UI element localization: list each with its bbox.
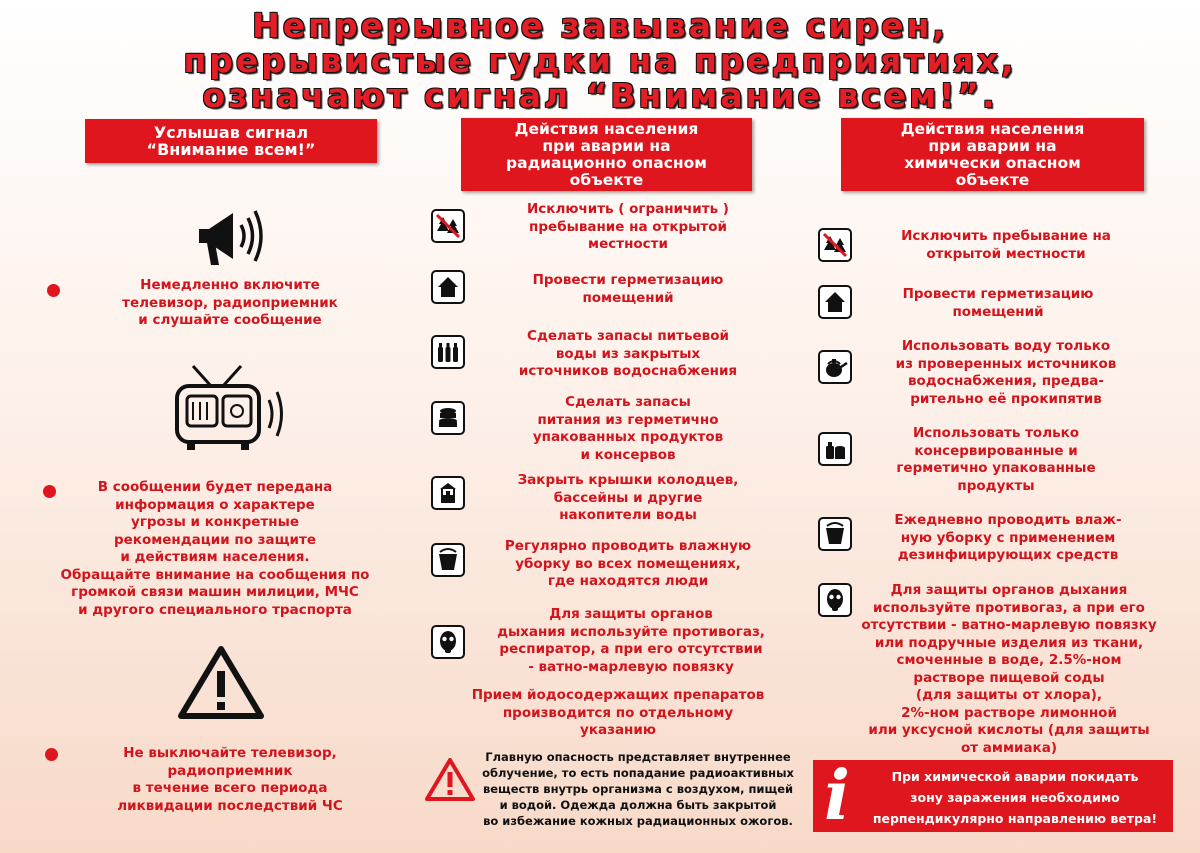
right-item-1: Исключить пребывание на открытой местности: [901, 228, 1111, 262]
house-icon: [431, 270, 465, 304]
page-title: Непрерывное завывание сирен, прерывистые гудки на предприятиях, означают сигнал “Внимание всем!”.: [183, 6, 1017, 115]
warning-icon: [424, 757, 476, 803]
middle-item-8: Прием йодосодержащих препаратов производится по отдельному указанию: [471, 687, 765, 738]
left-column-header: Услышав сигнал “Внимание всем!”: [85, 119, 377, 163]
middle-item-7: Для защиты органов дыхания используйте противогаз, респиратор, а при его отсутствии - ватно-марлевую повязку: [497, 606, 765, 675]
well-icon: [431, 476, 465, 510]
right-column-header: Действия населения при аварии на химически опасном объекте: [841, 118, 1144, 191]
middle-item-2: Провести герметизацию помещений: [532, 272, 724, 306]
info-text: При химической аварии покидать зону заражения необходимо перпендикулярно направлению ветра!: [872, 769, 1158, 826]
gas-mask-icon: [431, 625, 465, 659]
radio-icon: [173, 362, 295, 452]
right-item-5: Ежедневно проводить влаж- ную уборку с применением дезинфицирующих средств: [894, 512, 1122, 563]
middle-item-3: Сделать запасы питьевой воды из закрытых источников водоснабжения: [518, 328, 738, 379]
right-item-2: Провести герметизацию помещений: [902, 286, 1094, 320]
bucket-icon: [431, 543, 465, 577]
bottles-icon: [431, 335, 465, 369]
left-item-2: В сообщении будет передана информация о характере угрозы и конкретные рекомендации по защите и действиям населения. Обращайте внимание на сообщения по громкой связи машин милиции, МЧС и другого специального траспорта: [60, 479, 370, 618]
warning-icon: [176, 644, 266, 722]
middle-note: Главную опасность представляет внутреннее облучение, то есть попадание радиоактивных веществ внутрь организма с воздухом, пищей и водой. Одежда должна быть закрытой во избежание кожных радиационных ожогов.: [482, 750, 794, 828]
left-item-1: Немедленно включите телевизор, радиоприемник и слушайте сообщение: [122, 277, 338, 328]
info-icon: i: [824, 756, 850, 836]
no-outdoors-icon: [818, 228, 852, 262]
no-outdoors-icon: [431, 209, 465, 243]
right-item-3: Использовать воду только из проверенных источников водоснабжения, предва- рительно её прокипятив: [895, 338, 1117, 407]
left-item-3: Не выключайте телевизор, радиоприемник в течение всего периода ликвидации последствий ЧС: [117, 745, 343, 814]
middle-item-5: Закрыть крышки колодцев, бассейны и другие накопители воды: [517, 472, 739, 523]
info-panel: [813, 756, 1173, 836]
right-item-6: Для защиты органов дыхания используйте противогаз, а при его отсутствии - ватно-марлевую повязку или подручные изделия из ткани, смоченные в воде, 2.5%-ном растворе пищевой соды (для защиты от хлора), 2%-ном растворе лимонной или уксусной кислоты (для защиты от аммиака): [861, 582, 1157, 756]
cans-icon: [431, 401, 465, 435]
middle-item-1: Исключить ( ограничить ) пребывание на открытой местности: [527, 201, 729, 252]
bullet-dot: [45, 748, 58, 761]
middle-item-4: Сделать запасы питания из герметично упакованных продуктов и консервов: [532, 394, 724, 463]
right-item-4: Использовать только консервированные и герметично упакованные продукты: [896, 425, 1096, 494]
kettle-icon: [818, 350, 852, 384]
middle-column-header: Действия населения при аварии на радиационно опасном объекте: [461, 118, 752, 191]
middle-item-6: Регулярно проводить влажную уборку во всех помещениях, где находятся люди: [504, 538, 752, 589]
megaphone-icon: [193, 203, 267, 271]
bullet-dot: [47, 284, 60, 297]
bucket-icon: [818, 517, 852, 551]
house-icon: [818, 285, 852, 319]
